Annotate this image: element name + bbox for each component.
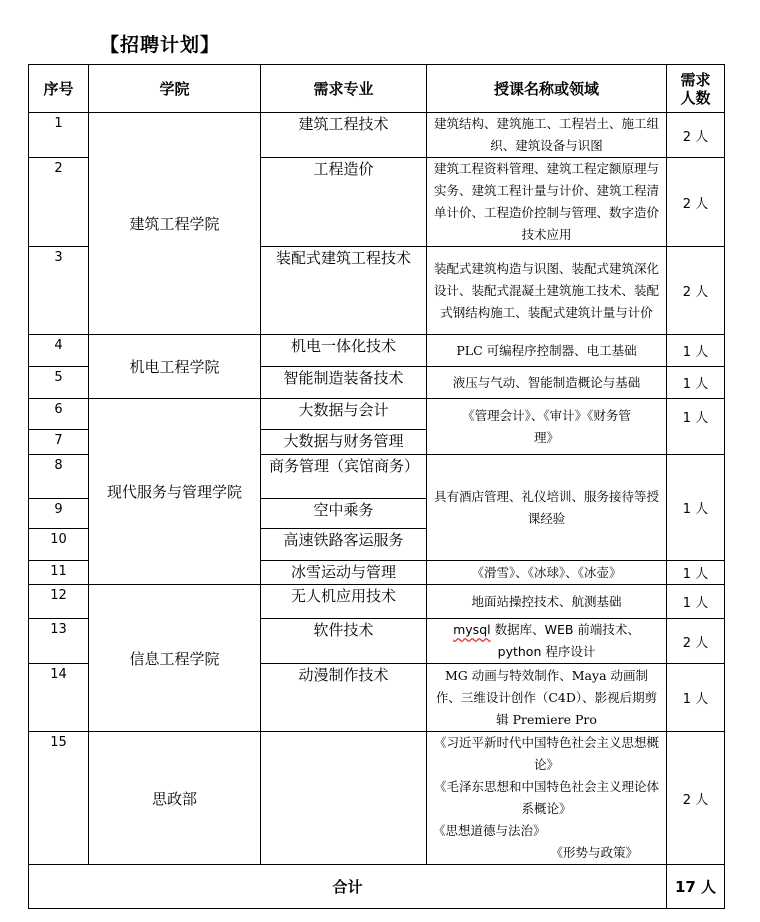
row-index: 10	[29, 529, 89, 561]
need-cell: 2 人	[667, 158, 725, 247]
major-cell: 动漫制作技术	[261, 664, 427, 732]
header-college: 学院	[89, 65, 261, 113]
major-cell: 无人机应用技术	[261, 585, 427, 619]
course-text: 数据库、WEB 前端技术、python 程序设计	[490, 622, 640, 659]
total-label: 合计	[29, 865, 667, 909]
table-row	[29, 585, 725, 619]
need-cell: 2 人	[667, 732, 725, 865]
header-need-line1: 需求	[680, 70, 711, 89]
course-cell	[427, 619, 667, 664]
page-title: 【招聘计划】	[100, 34, 221, 56]
row-index: 5	[29, 367, 89, 399]
course-cell: PLC 可编程序控制器、电工基础	[427, 335, 667, 367]
row-index: 4	[29, 335, 89, 367]
row-index: 8	[29, 455, 89, 499]
course-cell: 具有酒店管理、礼仪培训、服务接待等授课经验	[427, 455, 667, 561]
major-cell: 大数据与会计	[261, 399, 427, 430]
course-cell: 《滑雪》、《冰球》、《冰壶》	[427, 561, 667, 585]
course-cell: 建筑结构、建筑施工、工程岩土、施工组织、建筑设备与识图	[427, 113, 667, 158]
header-need-line2: 人数	[680, 88, 711, 107]
course-cell: MG 动画与特效制作、Maya 动画制作、三维设计创作（C4D）、影视后期剪辑 Premiere Pro	[427, 664, 667, 732]
spellcheck-underlined-text: mysql	[453, 622, 491, 637]
need-cell: 2 人	[667, 113, 725, 158]
major-cell: 工程造价	[261, 158, 427, 247]
need-cell: 1 人	[667, 585, 725, 619]
course-cell: 装配式建筑构造与识图、装配式建筑深化设计、装配式混凝土建筑施工技术、装配式钢结构施工、装配式建筑计量与计价	[427, 247, 667, 335]
major-cell	[261, 732, 427, 865]
row-index: 3	[29, 247, 89, 335]
major-cell: 装配式建筑工程技术	[261, 247, 427, 335]
need-cell: 1 人	[667, 399, 725, 455]
major-cell: 机电一体化技术	[261, 335, 427, 367]
major-cell: 商务管理（宾馆商务）	[261, 455, 427, 499]
major-cell: 建筑工程技术	[261, 113, 427, 158]
need-cell: 2 人	[667, 247, 725, 335]
major-cell: 空中乘务	[261, 499, 427, 529]
row-index: 2	[29, 158, 89, 247]
table-row	[29, 113, 725, 158]
table-header-row	[29, 65, 725, 113]
major-cell: 智能制造装备技术	[261, 367, 427, 399]
college-cell: 思政部	[89, 732, 261, 865]
header-course: 授课名称或领域	[427, 65, 667, 113]
row-index: 13	[29, 619, 89, 664]
major-cell: 大数据与财务管理	[261, 430, 427, 455]
course-line: 《毛泽东思想和中国特色社会主义理论体系概论》	[433, 779, 659, 816]
header-major: 需求专业	[261, 65, 427, 113]
need-cell: 1 人	[667, 367, 725, 399]
course-cell: 地面站操控技术、航测基础	[427, 585, 667, 619]
total-row	[29, 865, 725, 909]
row-index: 6	[29, 399, 89, 430]
need-cell: 1 人	[667, 335, 725, 367]
row-index: 7	[29, 430, 89, 455]
need-cell: 1 人	[667, 561, 725, 585]
course-line: 《习近平新时代中国特色社会主义思想概论》	[433, 735, 659, 772]
total-value: 17 人	[667, 865, 725, 909]
course-cell: 液压与气动、智能制造概论与基础	[427, 367, 667, 399]
header-need	[667, 65, 725, 113]
row-index: 15	[29, 732, 89, 865]
table-row	[29, 732, 725, 865]
course-cell: 《管理会计》、《审计》《财务管理》	[427, 399, 667, 455]
need-cell: 1 人	[667, 664, 725, 732]
row-index: 9	[29, 499, 89, 529]
need-cell: 1 人	[667, 455, 725, 561]
recruitment-plan-table	[28, 64, 725, 909]
header-index: 序号	[29, 65, 89, 113]
major-cell: 高速铁路客运服务	[261, 529, 427, 561]
row-index: 11	[29, 561, 89, 585]
row-index: 1	[29, 113, 89, 158]
college-cell: 机电工程学院	[89, 335, 261, 399]
row-index: 14	[29, 664, 89, 732]
course-line: 《思想道德与法治》	[433, 823, 546, 838]
college-cell: 建筑工程学院	[89, 113, 261, 335]
need-cell: 2 人	[667, 619, 725, 664]
table-row	[29, 399, 725, 430]
course-cell: 建筑工程资料管理、建筑工程定额原理与实务、建筑工程计量与计价、建筑工程清单计价、工程造价控制与管理、数字造价技术应用	[427, 158, 667, 247]
major-cell: 软件技术	[261, 619, 427, 664]
table-row	[29, 335, 725, 367]
course-cell	[427, 732, 667, 865]
college-cell: 信息工程学院	[89, 585, 261, 732]
major-cell: 冰雪运动与管理	[261, 561, 427, 585]
college-cell: 现代服务与管理学院	[89, 399, 261, 585]
course-line: 《形势与政策》	[550, 845, 638, 860]
row-index: 12	[29, 585, 89, 619]
